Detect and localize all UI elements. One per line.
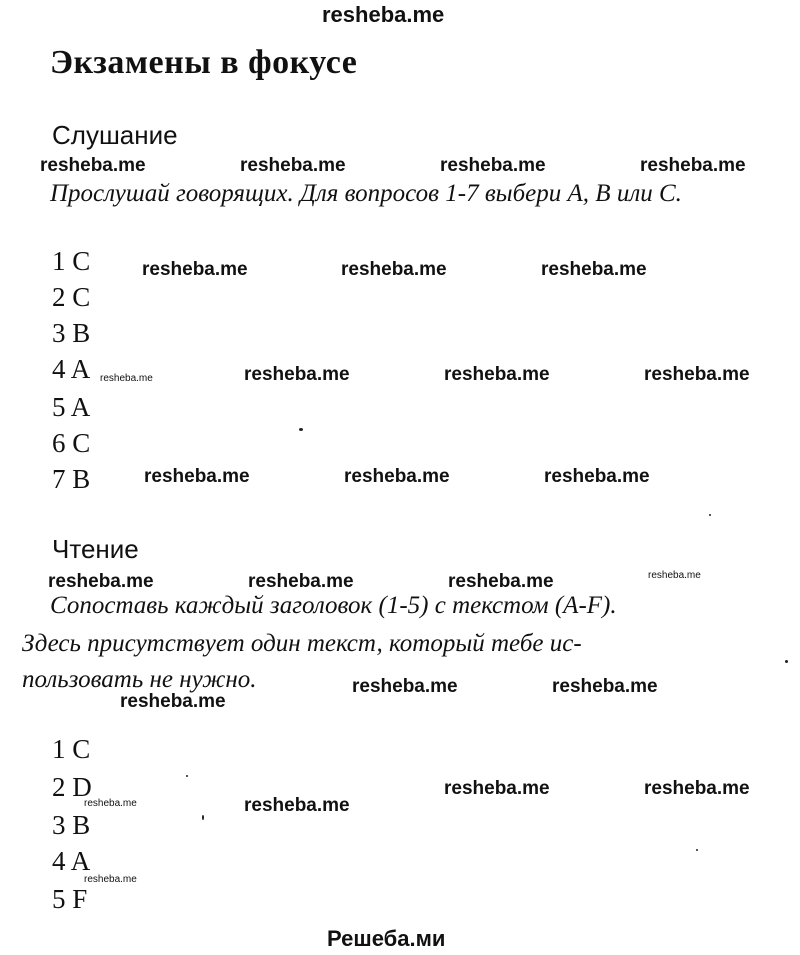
watermark: resheba.me [644,778,750,799]
watermark: resheba.me [244,795,350,816]
listening-answer-7: 7 B [52,464,91,494]
scan-speck [785,660,788,663]
watermark: resheba.me [244,364,350,385]
listening-answer-4: 4 A [52,354,91,384]
reading-heading: Чтение [52,534,139,564]
watermark: resheba.me [142,259,248,280]
watermark: resheba.me [144,466,250,487]
watermark: resheba.me [120,691,226,712]
watermark: resheba.me [344,466,450,487]
watermark: resheba.me [40,155,146,176]
reading-answer-1: 1 C [52,734,91,764]
watermark: resheba.me [248,571,354,592]
page-footer: Решеба.ми [327,926,446,951]
reading-answer-2: 2 D [52,772,92,802]
scan-speck [202,815,204,820]
watermark: resheba.me [644,364,750,385]
page-title: Экзамены в фокусе [50,44,358,81]
watermark: resheba.me [541,259,647,280]
watermark: resheba.me [448,571,554,592]
reading-answer-3: 3 B [52,810,91,840]
reading-answer-5: 5 F [52,884,88,914]
watermark-small: resheba.me [84,798,137,809]
watermark: resheba.me [444,364,550,385]
listening-answer-3: 3 B [52,318,91,348]
scan-speck [299,428,303,431]
reading-instruction-line-1: Сопоставь каждый заголовок (1-5) с текстом (A-F). [50,592,617,619]
watermark: resheba.me [440,155,546,176]
listening-answer-1: 1 C [52,246,91,276]
watermark: resheba.me [240,155,346,176]
scan-speck [186,775,188,777]
listening-answer-5: 5 A [52,392,91,422]
watermark: resheba.me [552,676,658,697]
reading-instruction-line-2: Здесь присутствует один текст, который тебе ис- [22,630,582,657]
watermark: resheba.me [352,676,458,697]
listening-answer-6: 6 C [52,428,91,458]
watermark: resheba.me [544,466,650,487]
watermark: resheba.me [640,155,746,176]
watermark-small: resheba.me [100,373,153,384]
scan-speck [696,849,698,851]
watermark: resheba.me [444,778,550,799]
listening-heading: Слушание [52,120,178,150]
site-header: resheba.me [322,2,445,27]
listening-instruction: Прослушай говорящих. Для вопросов 1-7 выбери A, B или C. [50,180,682,207]
watermark-small: resheba.me [84,874,137,885]
reading-answer-4: 4 A [52,846,91,876]
reading-instruction-line-3: пользовать не нужно. [22,666,257,693]
watermark: resheba.me [48,571,154,592]
watermark-small: resheba.me [648,570,701,581]
scan-speck [709,514,711,516]
watermark: resheba.me [341,259,447,280]
listening-answer-2: 2 C [52,282,91,312]
